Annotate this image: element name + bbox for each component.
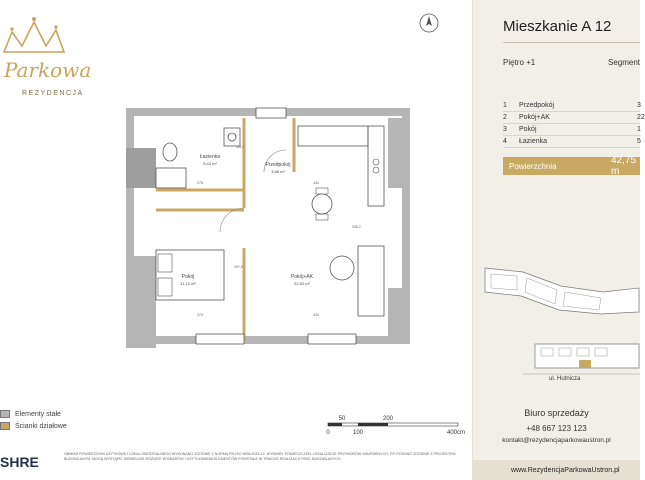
unit-title: Mieszkanie A 12 xyxy=(503,18,612,35)
window xyxy=(256,108,286,118)
scale-bottom-label-400: 400cm xyxy=(446,430,466,436)
room-name: Pokój+AK xyxy=(519,114,550,121)
room-area: 11,12 m² xyxy=(180,281,196,286)
legend-label: Elementy stałe xyxy=(15,410,61,418)
segment-label: Segment xyxy=(608,58,641,67)
info-panel xyxy=(473,0,645,480)
room-number: 1 xyxy=(503,102,507,109)
dimension-label: 434 xyxy=(313,181,319,185)
office-email[interactable]: kontakt@rezydencjaparkowaustron.pl xyxy=(502,437,611,444)
legend-label: Ścianki działowe xyxy=(15,422,67,430)
dimension-label: 497,5 xyxy=(234,265,243,269)
total-area-bar xyxy=(503,157,640,175)
room-area: 22 xyxy=(637,114,645,121)
room-number: 3 xyxy=(503,126,507,133)
room-area: 5,43 m² xyxy=(203,161,217,166)
site-map xyxy=(483,262,640,382)
table-row xyxy=(503,136,640,148)
room-area: 22,52 m² xyxy=(294,281,310,286)
dimension-label: 274 xyxy=(197,313,203,317)
structural-wall xyxy=(126,256,156,348)
building-outline xyxy=(485,268,639,314)
sink xyxy=(224,128,240,146)
structural-wall xyxy=(388,288,410,344)
north-arrow-icon xyxy=(418,12,440,34)
room-area: 5 xyxy=(637,138,641,145)
room-area: 1 xyxy=(637,126,641,133)
window xyxy=(308,334,356,344)
dimension-label: 434 xyxy=(313,313,319,317)
room-number: 4 xyxy=(503,138,507,145)
room-label: Łazienka xyxy=(199,154,221,160)
room-name: Pokój xyxy=(519,126,537,133)
website-bar xyxy=(473,460,640,480)
room-number: 2 xyxy=(503,114,507,121)
highlighted-unit xyxy=(579,360,591,368)
room-name: Przedpokój xyxy=(519,102,555,109)
room-area: 3 xyxy=(637,102,641,109)
scale-bottom-label-0: 0 xyxy=(326,430,330,436)
toilet xyxy=(163,143,177,161)
room-area: 3,68 m² xyxy=(271,169,285,174)
floor-plan xyxy=(126,108,410,348)
scale-bottom-label-100: 100 xyxy=(352,430,364,436)
room-name: Łazienka xyxy=(519,138,548,145)
scale-bar xyxy=(322,412,472,442)
kitchen-counter xyxy=(298,126,368,146)
dimension-label: 278 xyxy=(197,181,203,185)
window xyxy=(196,334,244,344)
rooms-table xyxy=(503,100,645,148)
legend-item xyxy=(0,422,67,430)
legend-swatch xyxy=(0,422,10,430)
structural-wall xyxy=(388,118,410,188)
logo-subtitle: REZYDENCJA xyxy=(22,90,84,97)
divider xyxy=(503,42,640,43)
website-link[interactable]: www.RezydencjaParkowaUstron.pl xyxy=(511,466,620,474)
total-area-label: Powierzchnia xyxy=(509,161,557,171)
dimension-label: 401,7 xyxy=(236,145,245,149)
sofa xyxy=(358,246,384,316)
scale-top-label-200: 200 xyxy=(382,416,394,422)
disclaimer-text: OBMIAR POWIERZCHNI UŻYTKOWEJ LOKALI MIESZKALNEGO WYKONANO ZGODNIE Z NORMĄ PN-ISO 9836:2015-12. WYMIARY POMIESZCZEŃ, LOKALIZACJE PRZYBORÓW SANITARNYCH, F.P. PODANO ZGODNIE Z PROJEKTEM BUDOWLANYM. MOGĄ WYSTĄPIĆ NIEWIELKIE RÓŻNICE WYMIARÓW I USYTUOWANIA ELEMENTÓW POWSTAŁE W TRAKCIE REALIZACJI PRAC BUDOWLANYCH. xyxy=(64,452,456,461)
shower xyxy=(156,168,186,188)
developer-logo: SHRE xyxy=(0,454,39,470)
office-heading: Biuro sprzedaży xyxy=(524,408,589,418)
structural-column xyxy=(126,148,156,188)
room-label: Pokój+AK xyxy=(290,274,314,280)
floor-label: Piętro +1 xyxy=(503,58,536,67)
legend xyxy=(0,410,67,434)
room-label: Przedpokój xyxy=(265,162,291,168)
legend-swatch xyxy=(0,410,10,418)
street-label: ul. Hutnicza xyxy=(549,376,581,382)
coffee-table xyxy=(330,256,354,280)
dimension-label: 338,2 xyxy=(352,225,361,229)
table-row xyxy=(503,124,640,136)
total-area-value: 42,75 m xyxy=(611,155,637,177)
brand-logo xyxy=(0,8,90,98)
sales-office xyxy=(473,408,640,444)
dining-table xyxy=(312,194,332,214)
room-label: Pokój xyxy=(181,274,195,280)
table-row xyxy=(503,100,640,112)
door-swing xyxy=(220,208,244,232)
table-row xyxy=(503,112,645,124)
logo-script: Parkowa xyxy=(4,58,92,82)
legend-item xyxy=(0,410,67,418)
kitchen-counter xyxy=(368,126,384,206)
scale-top-label-50: 50 xyxy=(338,416,346,422)
office-phone[interactable]: +48 667 123 123 xyxy=(526,424,587,433)
